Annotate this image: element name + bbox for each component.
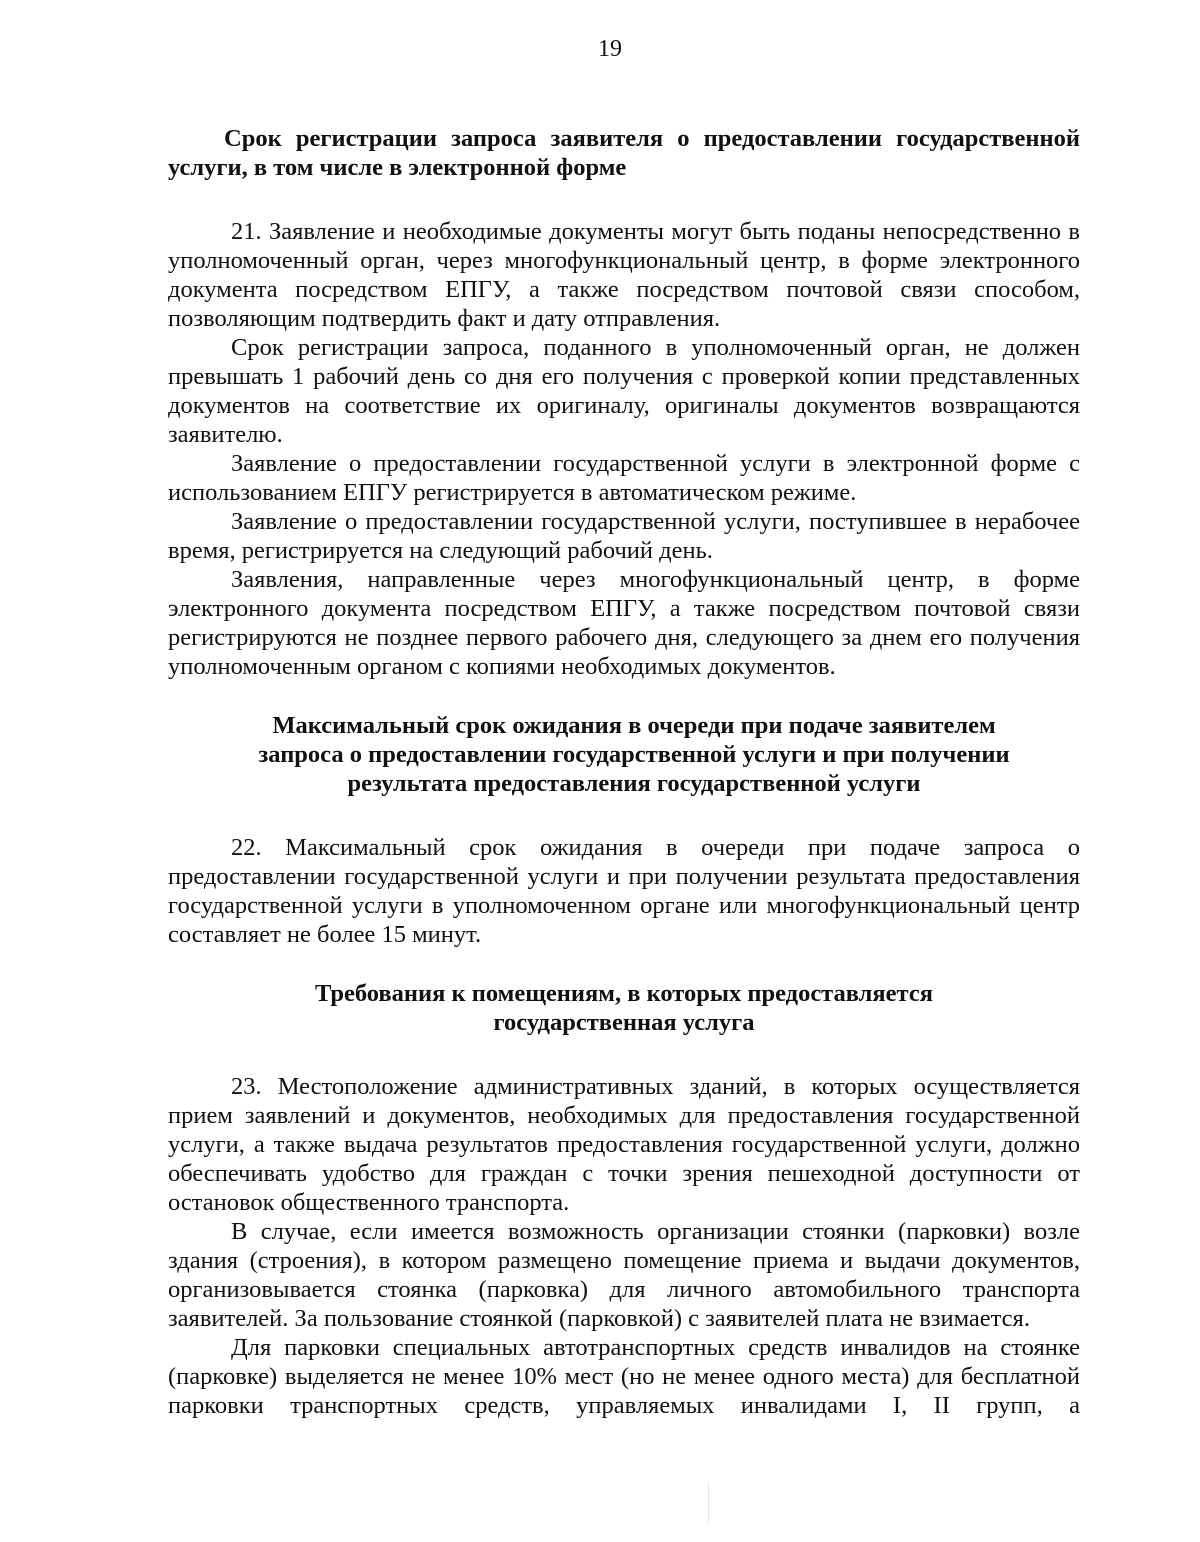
paragraph: Для парковки специальных автотранспортных средств инвалидов на стоянке (парковке) выделяется не менее 10% мест (но не менее одного места) для бесплатной парковки транспортных средств, управляемых инвалидами I, II групп, а	[168, 1334, 1080, 1419]
paragraph: 22. Максимальный срок ожидания в очереди при подаче запроса о предоставлении государственной услуги и при получении результата предоставления государственной услуги в уполномоченном органе или многофункциональный центр составляет не более 15 минут.	[168, 834, 1080, 948]
paragraph: В случае, если имеется возможность организации стоянки (парковки) возле здания (строения), в котором размещено помещение приема и выдачи документов, организовывается стоянка (парковка) для личного автомобильного транспорта заявителей. За пользование стоянкой (парковкой) с заявителей плата не взимается.	[168, 1218, 1080, 1332]
section-heading: Требования к помещениям, в которых предоставляется государственная услуга	[314, 980, 934, 1036]
paragraph: Заявления, направленные через многофункциональный центр, в форме электронного документа посредством ЕПГУ, а также посредством почтовой связи регистрируются не позднее первого рабочего дня, следующего за днем его получения уполномоченным органом с копиями необходимых документов.	[168, 566, 1080, 680]
scan-artifact-mark	[708, 1482, 709, 1522]
paragraph: 21. Заявление и необходимые документы могут быть поданы непосредственно в уполномоченный орган, через многофункциональный центр, в форме электронного документа посредством ЕПГУ, а также посредством почтовой связи способом, позволяющим подтвердить факт и дату отправления.	[168, 218, 1080, 332]
document-body	[168, 124, 1080, 1420]
section-gap	[168, 949, 1080, 979]
section-queue-waiting-time	[168, 711, 1080, 949]
section-premises-requirements	[168, 979, 1080, 1420]
section-heading: Срок регистрации запроса заявителя о предоставлении государственной услуги, в том числе в электронной форме	[168, 125, 1080, 181]
page-number: 19	[598, 36, 622, 62]
section-gap	[168, 681, 1080, 711]
paragraph: Заявление о предоставлении государственной услуги, поступившее в нерабочее время, регистрируется на следующий рабочий день.	[168, 508, 1080, 564]
paragraph: 23. Местоположение административных зданий, в которых осуществляется прием заявлений и документов, необходимых для предоставления государственной услуги, а также выдача результатов предоставления государственной услуги, должно обеспечивать удобство для граждан с точки зрения пешеходной доступности от остановок общественного транспорта.	[168, 1073, 1080, 1216]
paragraph: Срок регистрации запроса, поданного в уполномоченный орган, не должен превышать 1 рабочий день со дня его получения с проверкой копии представленных документов на соответствие их оригиналу, оригиналы документов возвращаются заявителю.	[168, 334, 1080, 448]
section-heading: Максимальный срок ожидания в очереди при подаче заявителем запроса о предоставлении государственной услуги и при получении результата предоставления государственной услуги	[258, 712, 1010, 797]
section-registration-term	[168, 124, 1080, 681]
paragraph: Заявление о предоставлении государственной услуги в электронной форме с использованием ЕПГУ регистрируется в автоматическом режиме.	[168, 450, 1080, 506]
